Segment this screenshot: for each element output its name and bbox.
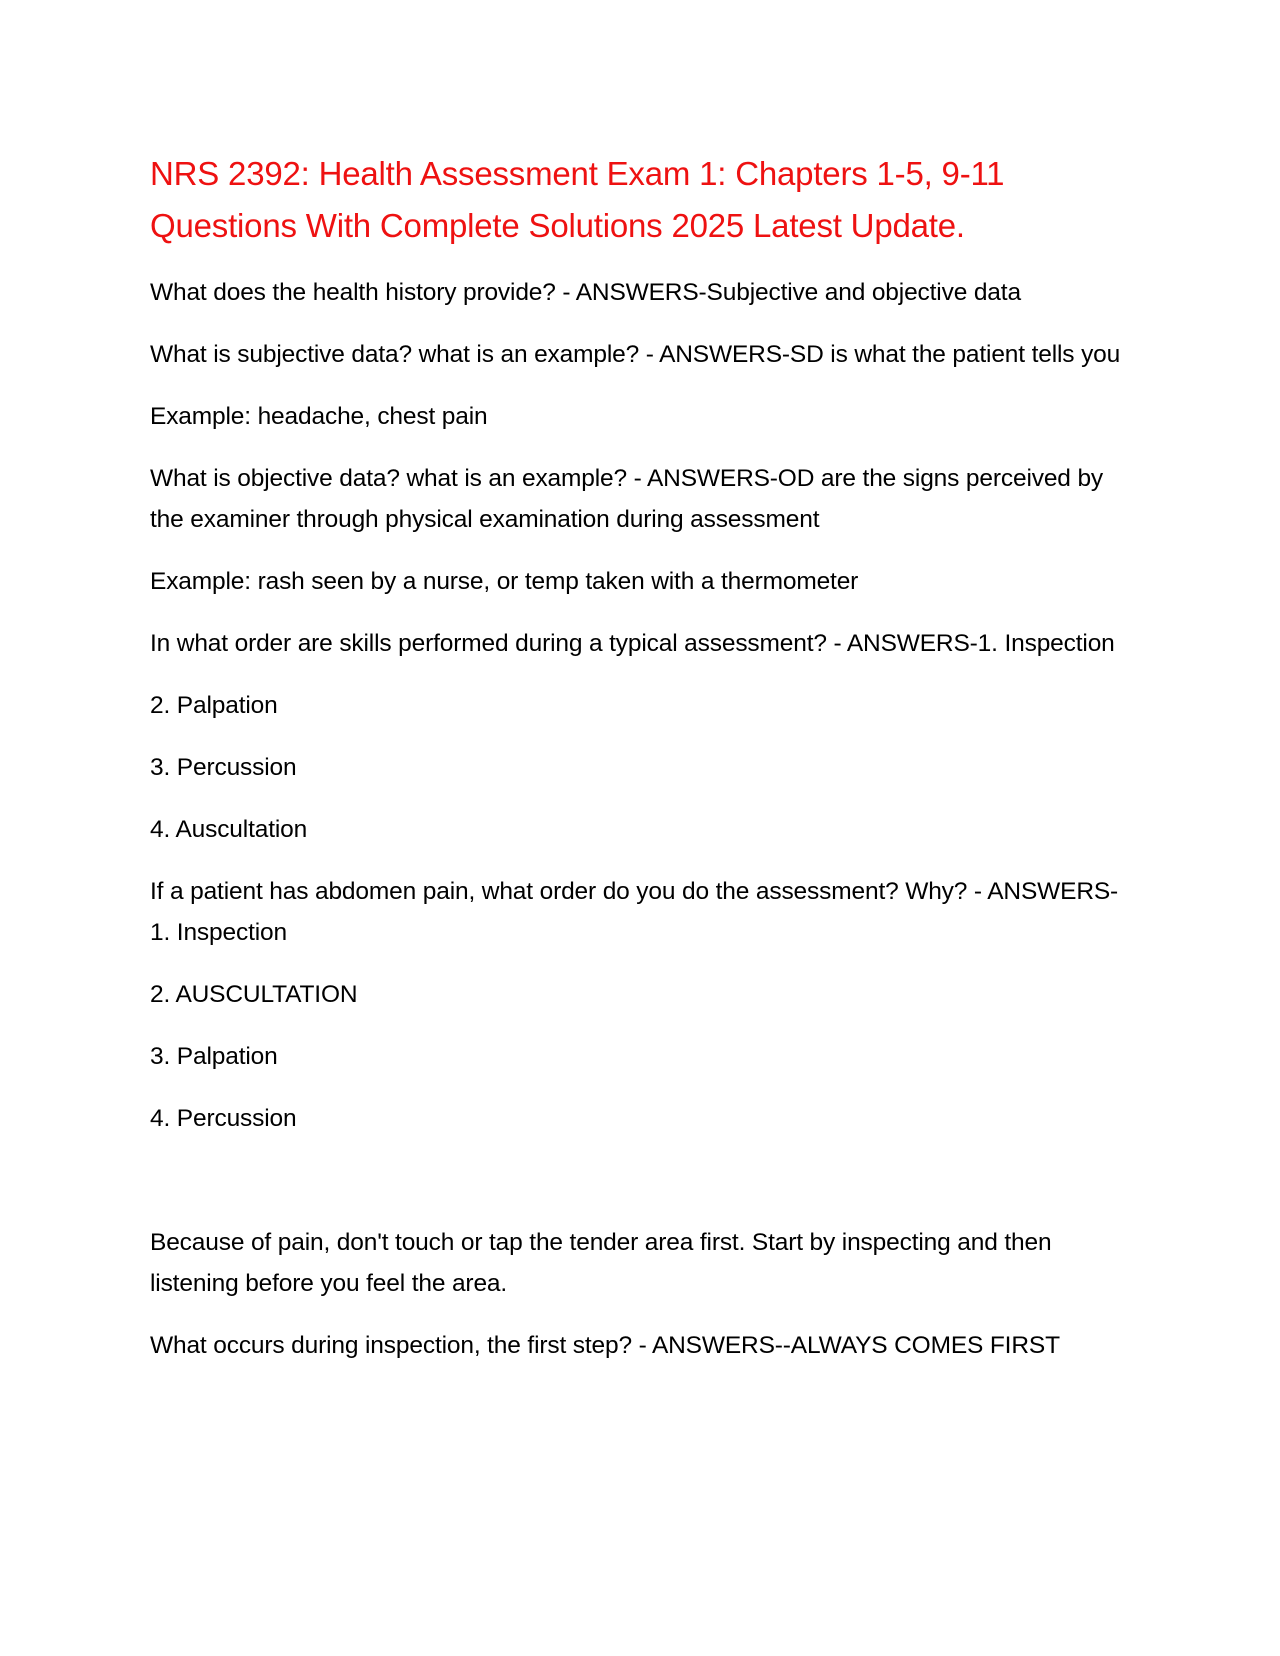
list-item: 3. Percussion [150, 754, 297, 781]
qa-paragraph: What is subjective data? what is an example? - ANSWERS-SD is what the patient tells you [150, 341, 1121, 368]
qa-paragraph: If a patient has abdomen pain, what order do you do the assessment? Why? - ANSWERS-1. Inspection [150, 878, 1119, 946]
list-item: 4. Percussion [150, 1105, 297, 1132]
blank-line [150, 1160, 1130, 1222]
qa-paragraph: Example: rash seen by a nurse, or temp taken with a thermometer [150, 568, 859, 595]
qa-paragraph: Example: headache, chest pain [150, 403, 488, 430]
list-item: 4. Auscultation [150, 816, 308, 843]
qa-paragraph: What occurs during inspection, the first step? - ANSWERS--ALWAYS COMES FIRST [150, 1332, 1060, 1359]
qa-paragraph: Because of pain, don't touch or tap the tender area first. Start by inspecting and then listening before you feel the area. [150, 1229, 1052, 1297]
document-body [150, 148, 1130, 1387]
list-item: 2. Palpation [150, 692, 278, 719]
qa-paragraph: In what order are skills performed during a typical assessment? - ANSWERS-1. Inspection [150, 630, 1115, 657]
list-item: 2. AUSCULTATION [150, 981, 358, 1008]
document-title: NRS 2392: Health Assessment Exam 1: Chapters 1-5, 9-11 Questions With Complete Solutions 2025 Latest Update. [150, 155, 1005, 244]
qa-paragraph: What does the health history provide? - ANSWERS-Subjective and objective data [150, 279, 1021, 306]
qa-paragraph: What is objective data? what is an example? - ANSWERS-OD are the signs perceived by the examiner through physical examination during assessment [150, 465, 1104, 533]
list-item: 3. Palpation [150, 1043, 278, 1070]
